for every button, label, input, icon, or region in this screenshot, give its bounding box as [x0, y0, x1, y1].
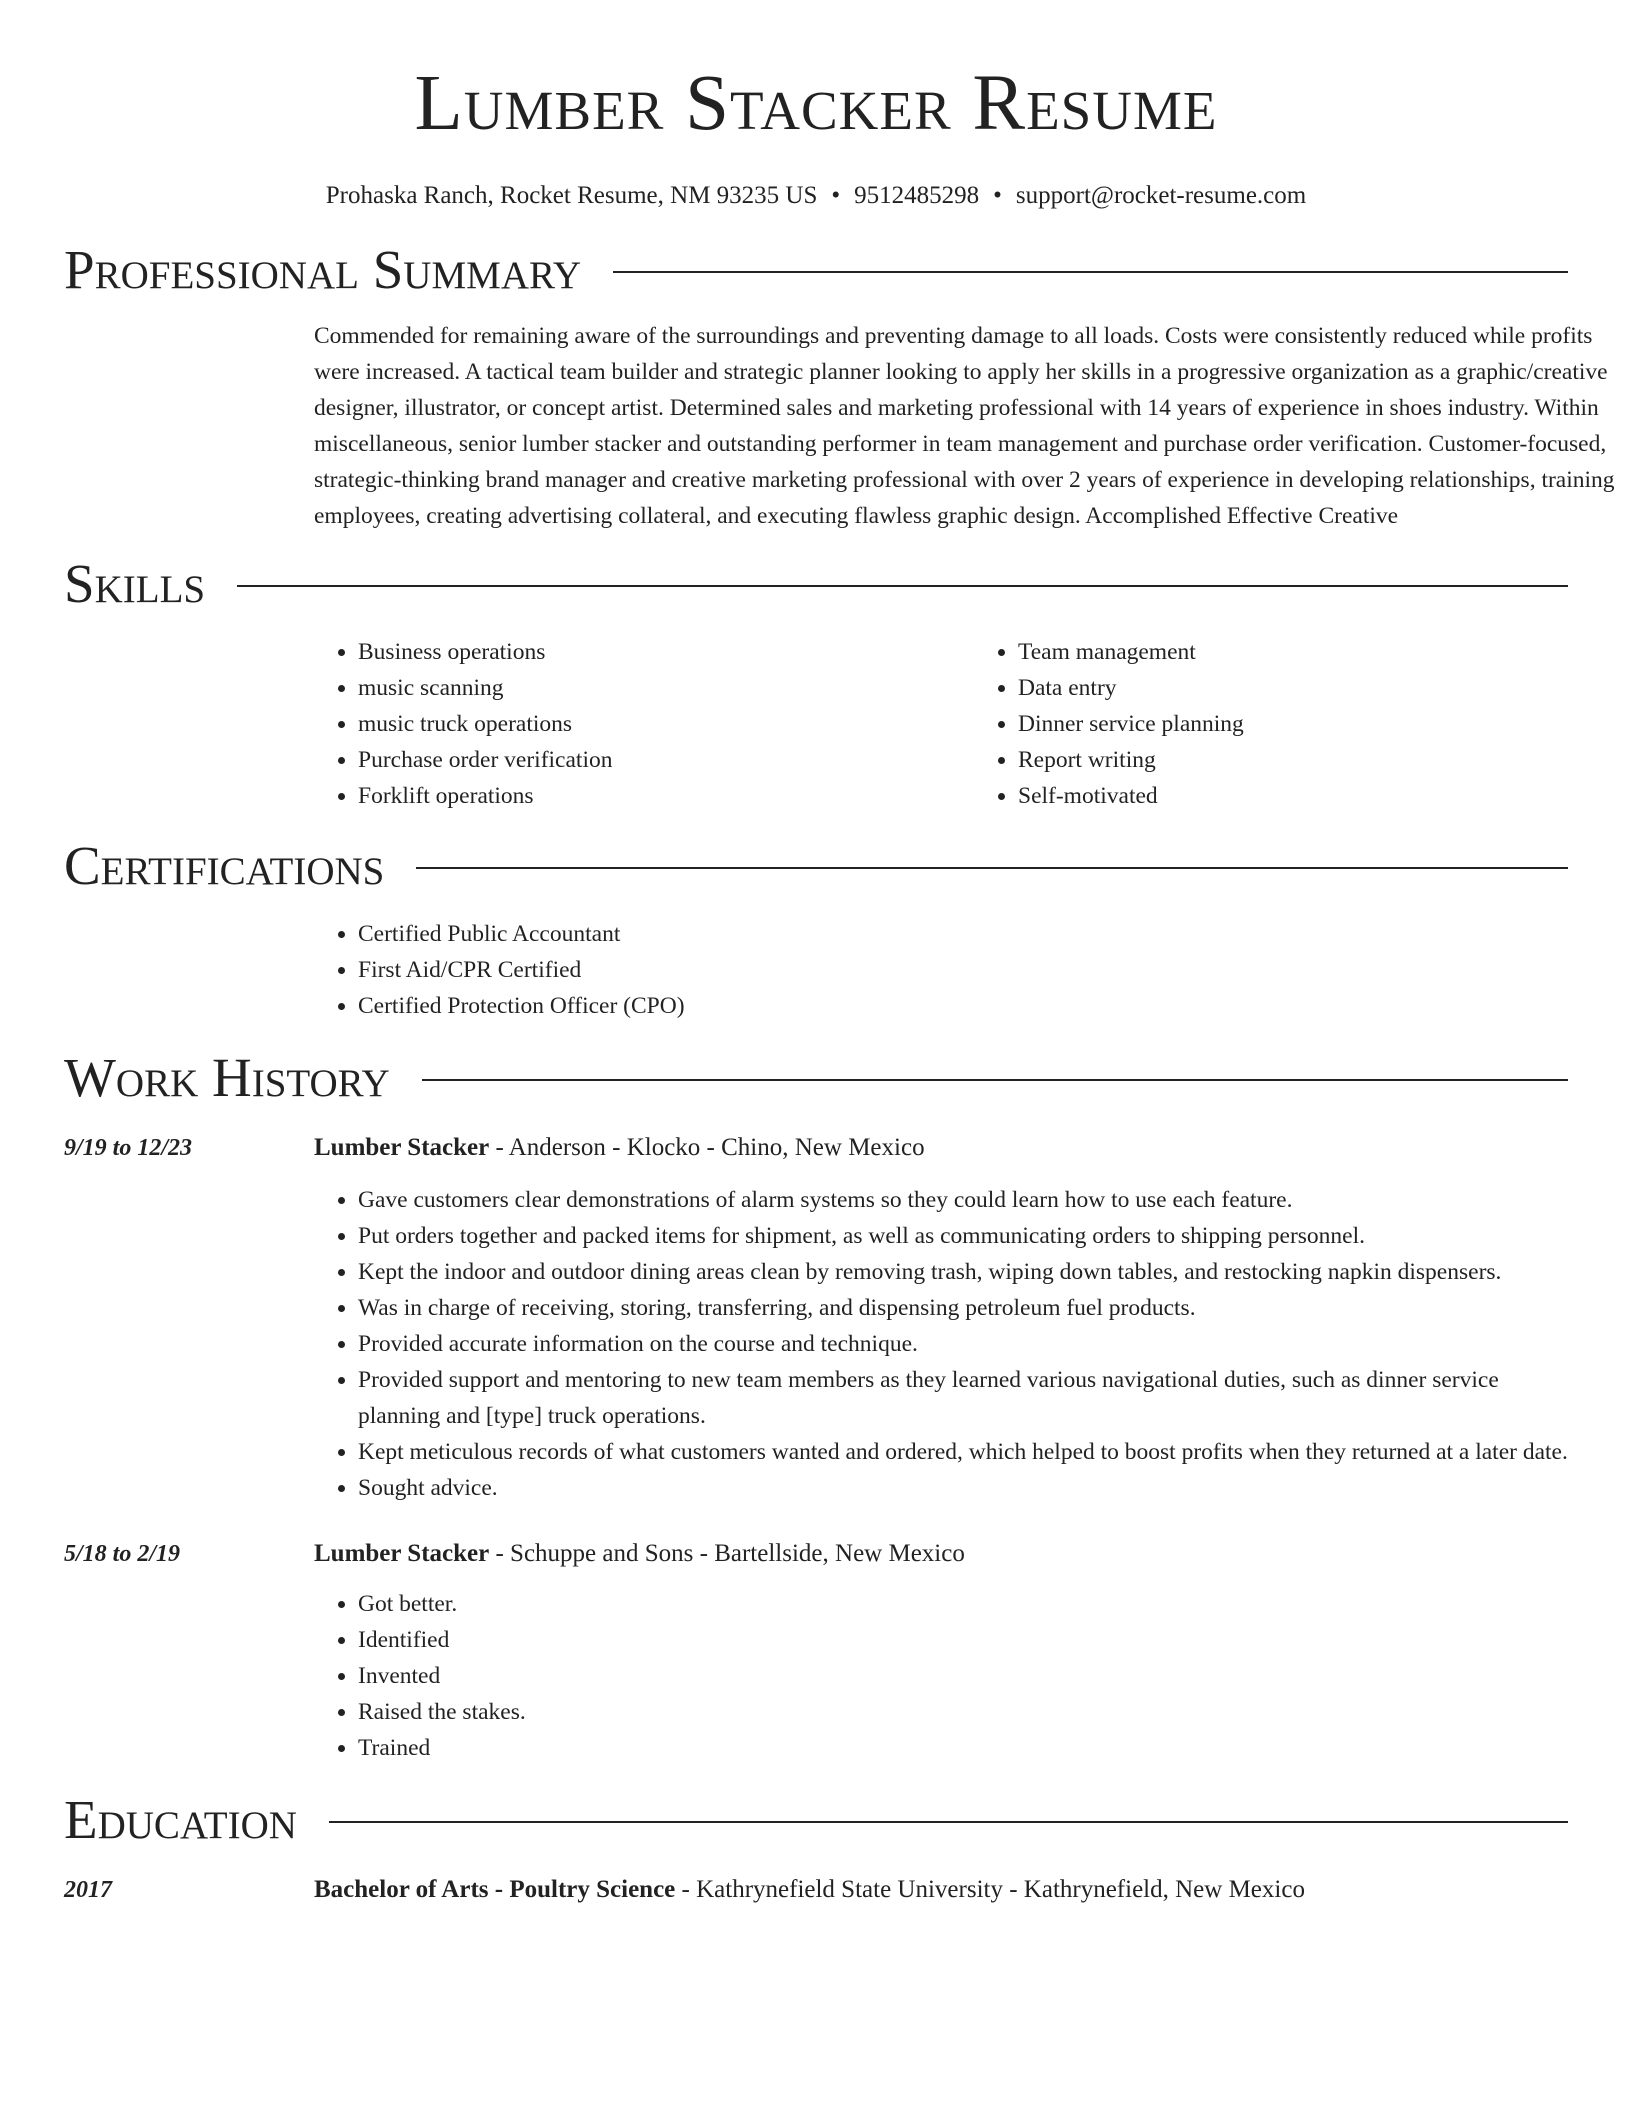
work-history-header [64, 1046, 1568, 1110]
job-body [314, 1130, 1568, 1506]
education-header [64, 1788, 1568, 1852]
section-divider [416, 867, 1568, 869]
certifications-list-wrap [314, 916, 1632, 1024]
section-divider [422, 1079, 1568, 1081]
skill-item: • music scanning [358, 670, 974, 706]
education-body [314, 1872, 1568, 1908]
education-section [64, 1788, 1568, 1908]
job-dates: 5/18 to 2/19 [64, 1541, 181, 1567]
job-bullet: • Kept meticulous records of what customers wanted and ordered, which helped to boost profits when they returned at a later date. [358, 1434, 1568, 1470]
certifications-list [314, 916, 1632, 1024]
summary-heading: Professional Summary [64, 239, 582, 300]
job-bullet: • Kept the indoor and outdoor dining areas clean by removing trash, wiping down tables, and restocking napkin dispensers. [358, 1254, 1568, 1290]
certification-item: • Certified Protection Officer (CPO) [358, 988, 1632, 1024]
job-bullets [314, 1586, 1568, 1766]
education-entry [64, 1872, 1568, 1908]
contact-separator: • [831, 182, 841, 209]
skill-item: • Purchase order verification [358, 742, 974, 778]
job-entry [64, 1130, 1568, 1506]
skills-section [64, 552, 1568, 814]
contact-separator: • [993, 182, 1002, 209]
education-school: - Kathrynefield State University - Kathrynefield, New Mexico [675, 1876, 1305, 1903]
job-bullet: • Invented [358, 1658, 1568, 1694]
job-body [314, 1536, 1568, 1766]
skill-item: • Data entry [1018, 670, 1632, 706]
section-divider [613, 271, 1568, 273]
job-bullet: • Was in charge of receiving, storing, transferring, and dispensing petroleum fuel products. [358, 1290, 1568, 1326]
certification-item: • First Aid/CPR Certified [358, 952, 1632, 988]
job-bullet: • Provided support and mentoring to new team members as they learned various navigational duties, such as dinner service planning and [type] truck operations. [358, 1362, 1568, 1434]
skill-item: • Forklift operations [358, 778, 974, 814]
section-divider [237, 585, 1568, 587]
section-divider [329, 1821, 1568, 1823]
job-bullet: • Got better. [358, 1586, 1568, 1622]
job-bullet: • Gave customers clear demonstrations of alarm systems so they could learn how to use each feature. [358, 1182, 1568, 1218]
job-bullet: • Trained [358, 1730, 1568, 1766]
job-entry [64, 1536, 1568, 1766]
education-year: 2017 [64, 1877, 112, 1903]
skill-item: • Self-motivated [1018, 778, 1632, 814]
contact-email: support@rocket-resume.com [1015, 182, 1307, 209]
skills-list-left [314, 634, 974, 814]
contact-line [64, 180, 1568, 212]
work-history-heading: Work History [64, 1047, 390, 1108]
skill-item: • Team management [1018, 634, 1632, 670]
skill-item: • Business operations [358, 634, 974, 670]
job-bullets [314, 1182, 1568, 1506]
job-employer: - Anderson - Klocko - Chino, New Mexico [489, 1134, 925, 1161]
skill-item: • Dinner service planning [1018, 706, 1632, 742]
job-title: Lumber Stacker [314, 1134, 490, 1161]
education-degree: Bachelor of Arts - Poultry Science [314, 1876, 676, 1903]
contact-address: Prohaska Ranch, Rocket Resume, NM 93235 US [325, 182, 818, 209]
job-bullet: • Identified [358, 1622, 1568, 1658]
skill-item: • Report writing [1018, 742, 1632, 778]
summary-text: Commended for remaining aware of the surroundings and preventing damage to all loads. Costs were consistently reduced while profits were increased. A tactical team builder and strategic planner looking to apply her skills in a progressive organization as a graphic/creative designer, illustrator, or concept artist. Determined sales and marketing professional with 14 years of experience in shoes industry. Within miscellaneous, senior lumber stacker and outstanding performer in team management and purchase order verification. Customer-focused, strategic-thinking brand manager and creative marketing professional with over 2 years of experience in developing relationships, training employees, creating advertising collateral, and executing flawless graphic design. Accomplished Effective Creative [314, 323, 1615, 529]
summary-section [64, 238, 1615, 534]
skills-grid [314, 634, 1632, 814]
skills-heading: Skills [64, 553, 206, 614]
certifications-header [64, 834, 1568, 898]
work-history-section [64, 1046, 1568, 1766]
skill-item: • music truck operations [358, 706, 974, 742]
education-heading: Education [64, 1789, 297, 1850]
job-bullet: • Put orders together and packed items for shipment, as well as communicating orders to shipping personnel. [358, 1218, 1568, 1254]
skills-list-right [974, 634, 1632, 814]
skills-header [64, 552, 1568, 616]
job-dates: 9/19 to 12/23 [64, 1135, 193, 1161]
job-bullet: • Sought advice. [358, 1470, 1568, 1506]
contact-phone: 9512485298 [854, 182, 980, 209]
certifications-section [64, 834, 1568, 1024]
certifications-heading: Certifications [64, 835, 385, 896]
certification-item: • Certified Public Accountant [358, 916, 1632, 952]
job-bullet: • Provided accurate information on the course and technique. [358, 1326, 1568, 1362]
job-heading [314, 1536, 1568, 1572]
summary-header [64, 238, 1568, 302]
job-heading [314, 1130, 1568, 1166]
job-title: Lumber Stacker [314, 1540, 490, 1567]
job-bullet: • Raised the stakes. [358, 1694, 1568, 1730]
job-employer: - Schuppe and Sons - Bartellside, New Mexico [489, 1540, 965, 1567]
resume-title: Lumber Stacker Resume [414, 60, 1218, 147]
